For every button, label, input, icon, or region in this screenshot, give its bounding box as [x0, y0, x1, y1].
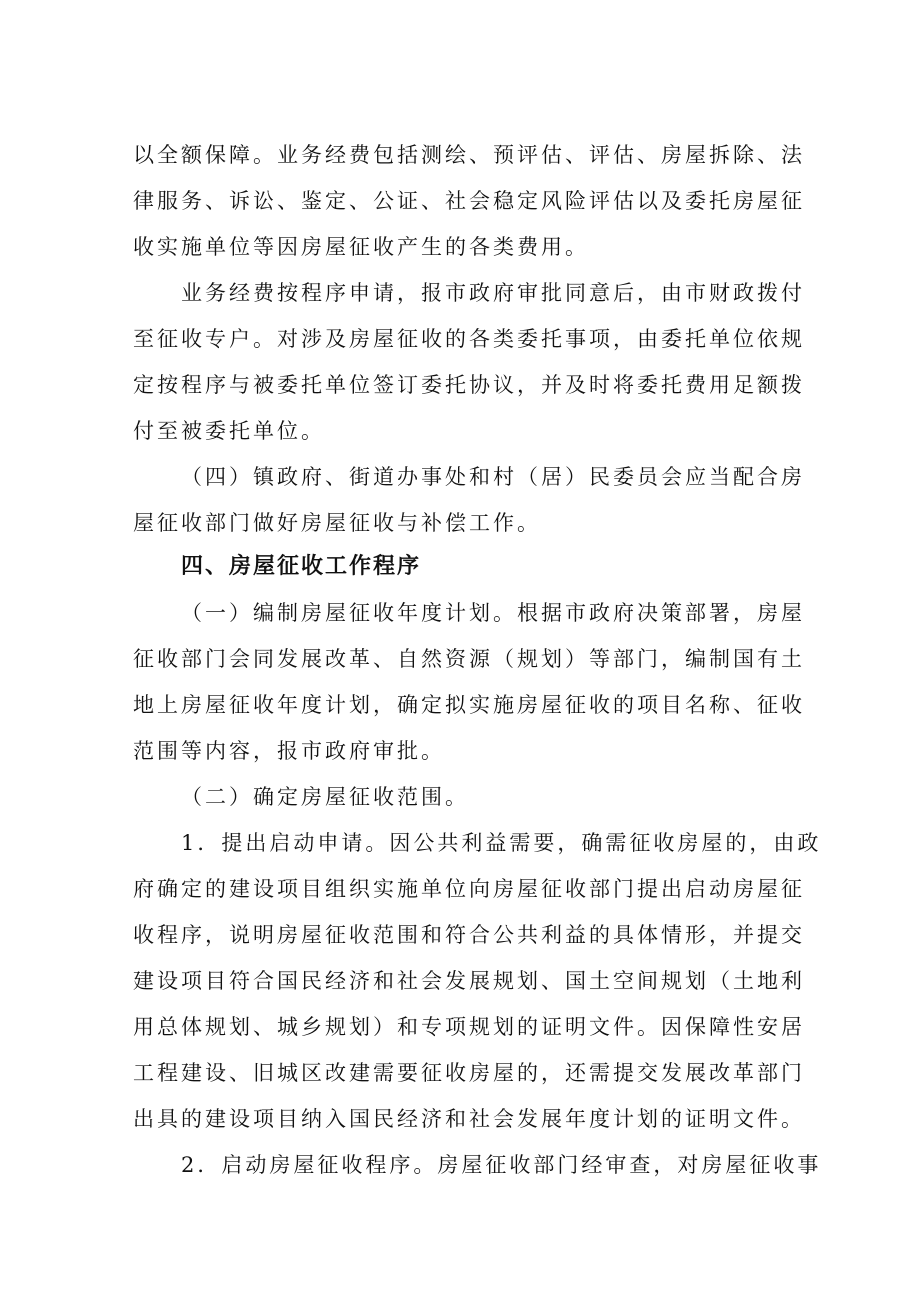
text-line: 收程序，说明房屋征收范围和符合公共利益的具体情形，并提交: [133, 923, 805, 947]
text-line: 律服务、诉讼、鉴定、公证、社会稳定风险评估以及委托房屋征: [133, 189, 805, 213]
text-line: （一）编制房屋征收年度计划。根据市政府决策部署，房屋: [181, 601, 805, 625]
text-line: 1．提出启动申请。因公共利益需要，确需征收房屋的，由政: [181, 831, 822, 855]
text-line: 工程建设、旧城区改建需要征收房屋的，还需提交发展改革部门: [133, 1061, 805, 1085]
text-line: 2．启动房屋征收程序。房屋征收部门经审查，对房屋征收事: [181, 1153, 822, 1177]
text-line: 屋征收部门做好房屋征收与补偿工作。: [133, 511, 541, 535]
text-line: 至征收专户。对涉及房屋征收的各类委托事项，由委托单位依规: [133, 327, 805, 351]
text-line: 府确定的建设项目组织实施单位向房屋征收部门提出启动房屋征: [133, 877, 805, 901]
text-line: 地上房屋征收年度计划，确定拟实施房屋征收的项目名称、征收: [133, 693, 805, 717]
text-line: 范围等内容，报市政府审批。: [133, 739, 445, 763]
text-line: 用总体规划、城乡规划）和专项规划的证明文件。因保障性安居: [133, 1015, 805, 1039]
subsection-heading: （二）确定房屋征收范围。: [181, 785, 469, 809]
text-line: 以全额保障。业务经费包括测绘、预评估、评估、房屋拆除、法: [133, 143, 805, 167]
text-line: 收实施单位等因房屋征收产生的各类费用。: [133, 235, 589, 259]
text-line: 业务经费按程序申请，报市政府审批同意后，由市财政拨付: [181, 281, 805, 305]
text-line: 定按程序与被委托单位签订委托协议，并及时将委托费用足额拨: [133, 373, 805, 397]
text-line: 付至被委托单位。: [133, 419, 325, 443]
text-line: 出具的建设项目纳入国民经济和社会发展年度计划的证明文件。: [133, 1107, 805, 1131]
text-line: 征收部门会同发展改革、自然资源（规划）等部门，编制国有土: [133, 647, 805, 671]
section-heading: 四、房屋征收工作程序: [181, 554, 422, 579]
text-line: 建设项目符合国民经济和社会发展规划、国土空间规划（土地利: [133, 969, 805, 993]
text-line: （四）镇政府、街道办事处和村（居）民委员会应当配合房: [181, 465, 805, 489]
